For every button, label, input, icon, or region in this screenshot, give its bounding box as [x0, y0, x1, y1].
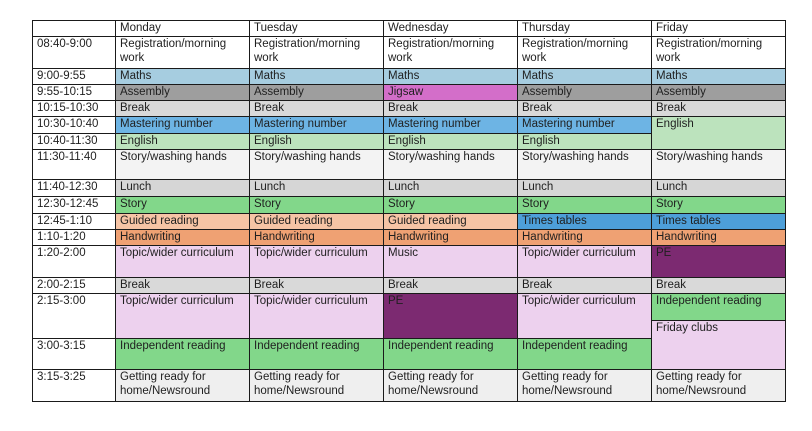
timetable-cell: Registration/morning work: [250, 36, 384, 68]
timetable-cell: Handwriting: [384, 229, 518, 245]
time-label: 9:55-10:15: [33, 84, 116, 100]
timetable-cell: Getting ready for home/Newsround: [250, 369, 384, 401]
header-row: [33, 21, 786, 37]
col-header-thursday: Thursday: [518, 21, 652, 37]
timetable-cell: Independent reading: [384, 338, 518, 369]
timetable-row: [33, 277, 786, 293]
timetable-row: [33, 229, 786, 245]
timetable-row: [33, 116, 786, 133]
timetable-cell: Maths: [384, 68, 518, 84]
timetable-cell: Getting ready for home/Newsround: [518, 369, 652, 401]
time-label: 3:00-3:15: [33, 338, 116, 369]
timetable-cell: Handwriting: [518, 229, 652, 245]
timetable-cell: Registration/morning work: [116, 36, 250, 68]
timetable-cell: PE: [652, 245, 786, 277]
time-label: 1:10-1:20: [33, 229, 116, 245]
timetable-cell: Lunch: [518, 179, 652, 196]
timetable-cell: Jigsaw: [384, 84, 518, 100]
timetable-row: [33, 196, 786, 213]
timetable-cell: English: [652, 116, 786, 149]
timetable-cell: Story: [116, 196, 250, 213]
col-header-monday: Monday: [116, 21, 250, 37]
timetable-row: [33, 100, 786, 116]
timetable-cell: Topic/wider curriculum: [116, 293, 250, 338]
timetable-cell: Guided reading: [384, 213, 518, 229]
timetable-cell: PE: [384, 293, 518, 338]
timetable-cell: Getting ready for home/Newsround: [116, 369, 250, 401]
timetable-row: [33, 293, 786, 320]
time-label: 3:15-3:25: [33, 369, 116, 401]
timetable-cell: Independent reading: [518, 338, 652, 369]
timetable-cell: Maths: [116, 68, 250, 84]
time-label: 10:30-10:40: [33, 116, 116, 133]
timetable-cell: Story: [250, 196, 384, 213]
timetable-cell: Topic/wider curriculum: [116, 245, 250, 277]
timetable-cell: Times tables: [652, 213, 786, 229]
col-header-friday: Friday: [652, 21, 786, 37]
timetable-row: [33, 369, 786, 401]
timetable-cell: Topic/wider curriculum: [518, 293, 652, 338]
time-label: 9:00-9:55: [33, 68, 116, 84]
timetable-cell: English: [250, 133, 384, 149]
timetable-cell: Break: [116, 277, 250, 293]
timetable-row: [33, 84, 786, 100]
timetable-cell: English: [116, 133, 250, 149]
timetable-cell: Story/washing hands: [116, 149, 250, 179]
timetable-cell: Registration/morning work: [384, 36, 518, 68]
timetable-cell: Break: [250, 100, 384, 116]
timetable-cell: Music: [384, 245, 518, 277]
time-label: 12:30-12:45: [33, 196, 116, 213]
timetable-cell: Story/washing hands: [250, 149, 384, 179]
timetable-cell: Independent reading: [652, 293, 786, 320]
timetable-cell: Guided reading: [250, 213, 384, 229]
timetable-cell: Maths: [250, 68, 384, 84]
weekly-timetable: [32, 20, 786, 402]
timetable-row: [33, 149, 786, 179]
timetable-cell: Assembly: [518, 84, 652, 100]
timetable-cell: Story/washing hands: [518, 149, 652, 179]
timetable-cell: Handwriting: [250, 229, 384, 245]
timetable-cell: Story: [384, 196, 518, 213]
timetable-cell: Topic/wider curriculum: [250, 245, 384, 277]
timetable-cell: Story: [652, 196, 786, 213]
col-header-tuesday: Tuesday: [250, 21, 384, 37]
timetable-cell: Times tables: [518, 213, 652, 229]
timetable-cell: English: [518, 133, 652, 149]
time-label: 2:15-3:00: [33, 293, 116, 338]
timetable-cell: Topic/wider curriculum: [518, 245, 652, 277]
timetable-cell: Lunch: [116, 179, 250, 196]
timetable-cell: Getting ready for home/Newsround: [384, 369, 518, 401]
timetable-cell: English: [384, 133, 518, 149]
time-label: 11:30-11:40: [33, 149, 116, 179]
timetable-cell: Guided reading: [116, 213, 250, 229]
timetable-cell: Break: [518, 100, 652, 116]
timetable-cell: Story/washing hands: [384, 149, 518, 179]
timetable-cell: Break: [384, 100, 518, 116]
timetable-cell: Assembly: [116, 84, 250, 100]
timetable-row: [33, 179, 786, 196]
timetable-cell: Mastering number: [116, 116, 250, 133]
timetable-cell: Mastering number: [384, 116, 518, 133]
timetable-cell: Mastering number: [250, 116, 384, 133]
timetable-cell: Break: [652, 100, 786, 116]
time-label: 10:15-10:30: [33, 100, 116, 116]
timetable-cell: Break: [652, 277, 786, 293]
time-label: 08:40-9:00: [33, 36, 116, 68]
time-label: 12:45-1:10: [33, 213, 116, 229]
timetable-cell: Registration/morning work: [518, 36, 652, 68]
timetable-cell: Assembly: [250, 84, 384, 100]
timetable-cell: Break: [116, 100, 250, 116]
timetable-row: [33, 245, 786, 277]
timetable-cell: Break: [250, 277, 384, 293]
timetable-cell: Friday clubs: [652, 320, 786, 369]
timetable-cell: Maths: [518, 68, 652, 84]
timetable-cell: Lunch: [652, 179, 786, 196]
timetable-cell: Independent reading: [116, 338, 250, 369]
timetable-cell: Maths: [652, 68, 786, 84]
timetable-cell: Handwriting: [652, 229, 786, 245]
time-label: 2:00-2:15: [33, 277, 116, 293]
corner-cell: [33, 21, 116, 37]
timetable-cell: Registration/morning work: [652, 36, 786, 68]
time-label: 11:40-12:30: [33, 179, 116, 196]
timetable-cell: Break: [384, 277, 518, 293]
time-label: 10:40-11:30: [33, 133, 116, 149]
timetable-cell: Independent reading: [250, 338, 384, 369]
timetable-cell: Story: [518, 196, 652, 213]
time-label: 1:20-2:00: [33, 245, 116, 277]
timetable-row: [33, 68, 786, 84]
timetable-cell: Topic/wider curriculum: [250, 293, 384, 338]
timetable-row: [33, 213, 786, 229]
timetable-cell: Lunch: [250, 179, 384, 196]
timetable-row: [33, 36, 786, 68]
timetable-cell: Mastering number: [518, 116, 652, 133]
timetable-cell: Handwriting: [116, 229, 250, 245]
timetable-cell: Story/washing hands: [652, 149, 786, 179]
timetable-cell: Lunch: [384, 179, 518, 196]
timetable-cell: Break: [518, 277, 652, 293]
timetable-cell: Assembly: [652, 84, 786, 100]
timetable-cell: Getting ready for home/Newsround: [652, 369, 786, 401]
col-header-wednesday: Wednesday: [384, 21, 518, 37]
